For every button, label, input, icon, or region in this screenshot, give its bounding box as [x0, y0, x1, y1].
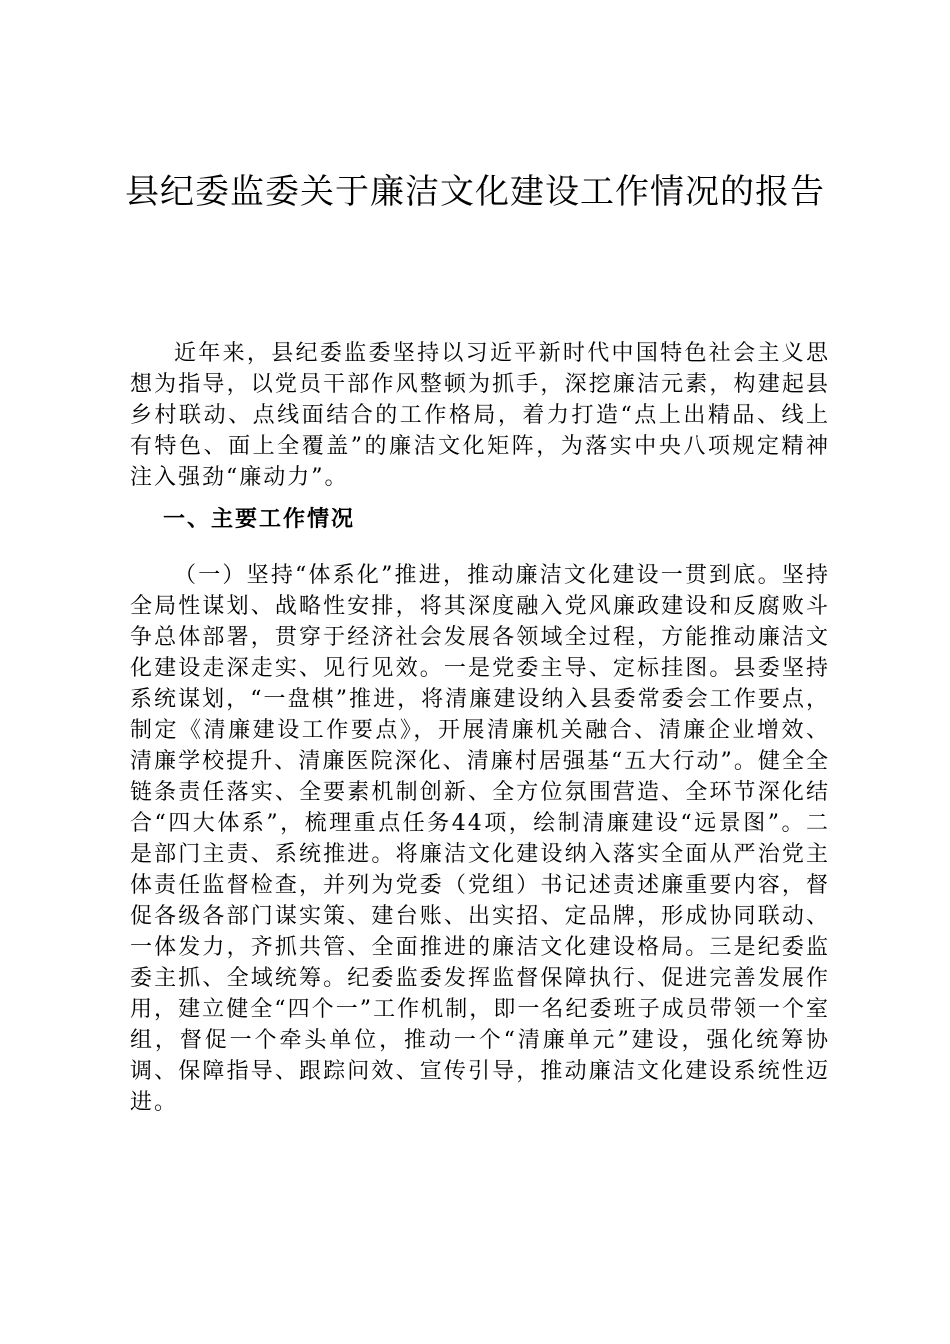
document-title: 县纪委监委关于廉洁文化建设工作情况的报告 — [125, 172, 825, 212]
section-heading: 一、主要工作情况 — [163, 506, 356, 532]
intro-paragraph: 近年来，县纪委监委坚持以习近平新时代中国特色社会主义思想为指导，以党员干部作风整顿为抓手，深挖廉洁元素，构建起县乡村联动、点线面结合的工作格局，着力打造“点上出精品、线上有特色、面上全覆盖”的廉洁文化矩阵，为落实中央八项规定精神注入强劲“廉动力”。 — [130, 341, 830, 490]
subsection-paragraph: （一）坚持“体系化”推进，推动廉洁文化建设一贯到底。坚持全局性谋划、战略性安排，将其深度融入党风廉政建设和反腐败斗争总体部署，贯穿于经济社会发展各领域全过程，方能推动廉洁文化建设走深走实、见行见效。一是党委主导、定标挂图。县委坚持系统谋划，“一盘棋”推进，将清廉建设纳入县委常委会工作要点，制定《清廉建设工作要点》，开展清廉机关融合、清廉企业增效、清廉学校提升、清廉医院深化、清廉村居强基“五大行动”。健全全链条责任落实、全要素机制创新、全方位氛围营造、全环节深化结合“四大体系”，梳理重点任务44项，绘制清廉建设“远景图”。二是部门主责、系统推进。将廉洁文化建设纳入落实全面从严治党主体责任监督检查，并列为党委（党组）书记述责述廉重要内容，督促各级各部门谋实策、建台账、出实招、定品牌，形成协同联动、一体发力，齐抓共管、全面推进的廉洁文化建设格局。三是纪委监委主抓、全域统筹。纪委监委发挥监督保障执行、促进完善发展作用，建立健全“四个一”工作机制，即一名纪委班子成员带领一个室组，督促一个牵头单位，推动一个“清廉单元”建设，强化统筹协调、保障指导、跟踪问效、宣传引导，推动廉洁文化建设系统性迈进。 — [130, 563, 830, 1115]
